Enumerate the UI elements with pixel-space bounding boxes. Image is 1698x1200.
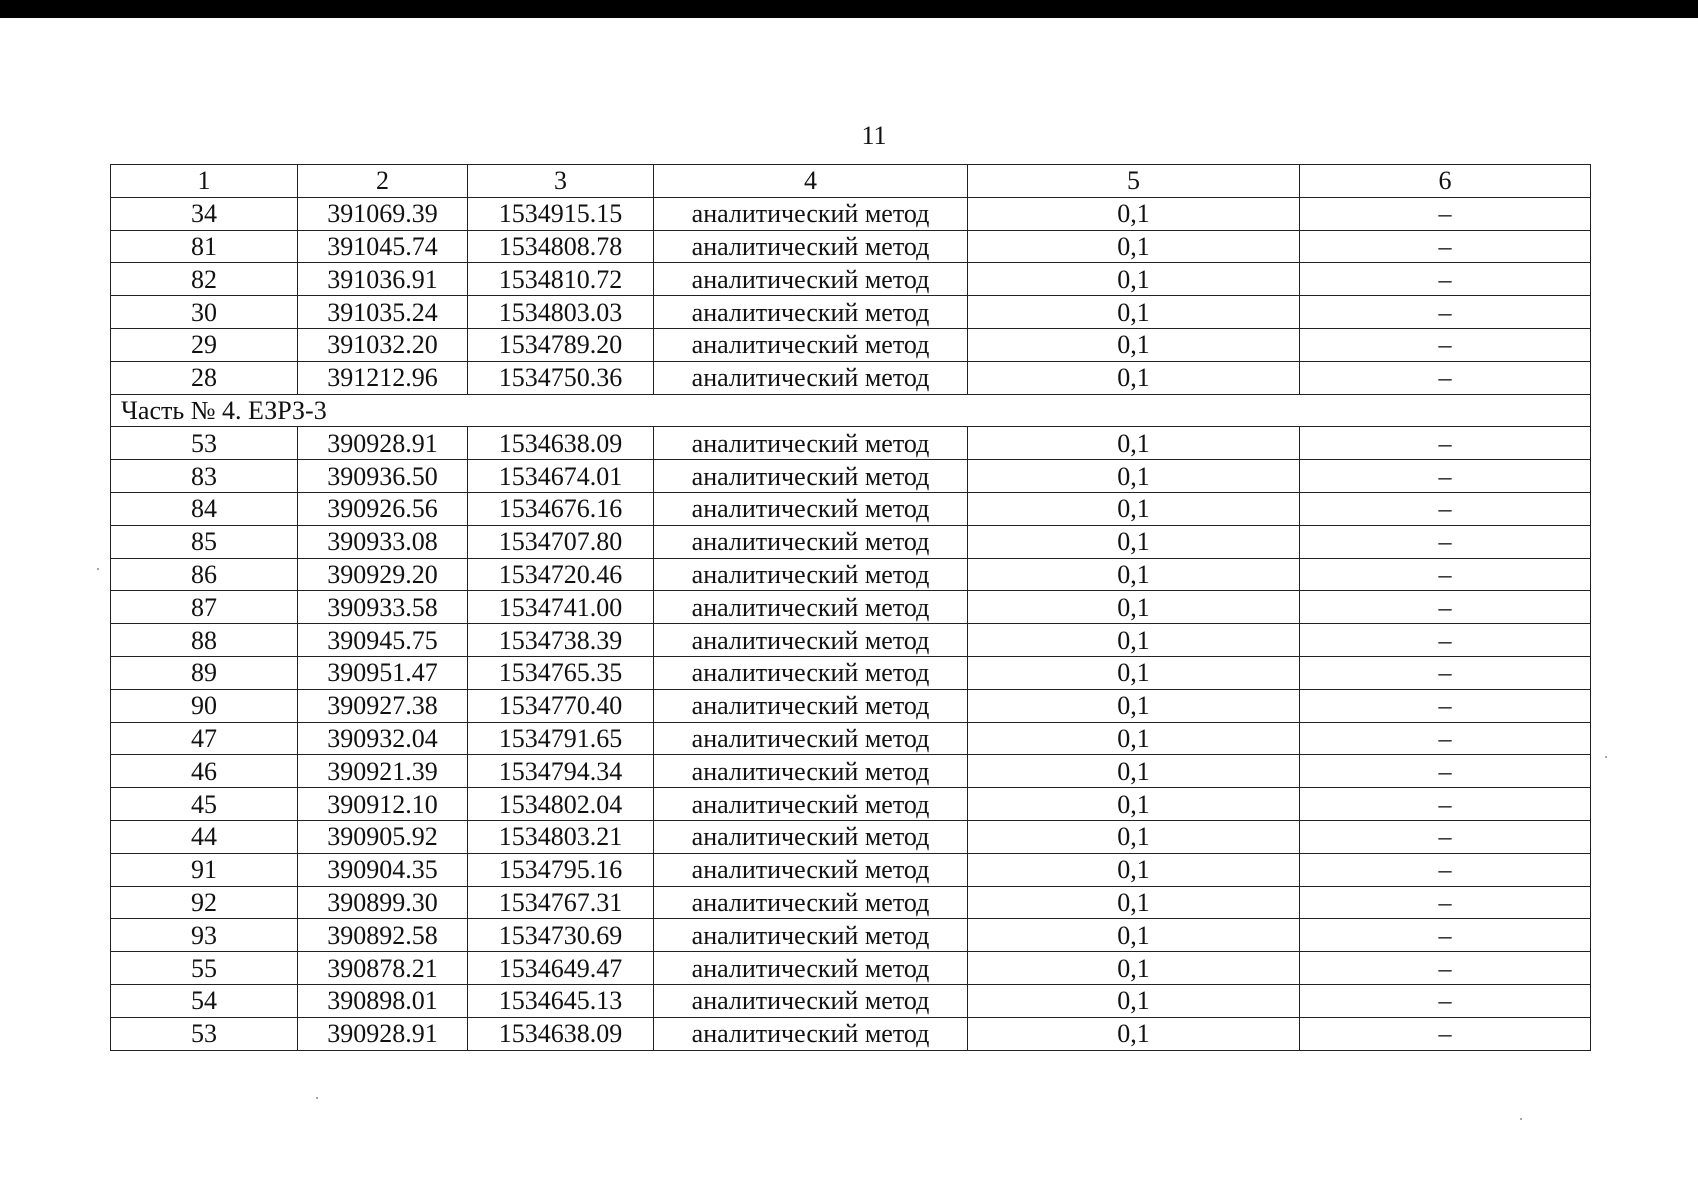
accuracy-cell: 0,1 — [968, 558, 1300, 591]
table-row — [111, 820, 1591, 853]
table-row — [111, 1017, 1591, 1050]
point-number-cell: 53 — [111, 1017, 298, 1050]
point-number-cell: 30 — [111, 296, 298, 329]
note-cell: – — [1300, 755, 1591, 788]
y-coordinate-cell: 1534802.04 — [468, 788, 654, 821]
table-row — [111, 788, 1591, 821]
method-cell: аналитический метод — [654, 427, 968, 460]
note-cell: – — [1300, 197, 1591, 230]
note-cell: – — [1300, 788, 1591, 821]
y-coordinate-cell: 1534738.39 — [468, 624, 654, 657]
y-coordinate-cell: 1534795.16 — [468, 853, 654, 886]
accuracy-cell: 0,1 — [968, 624, 1300, 657]
accuracy-cell: 0,1 — [968, 361, 1300, 394]
y-coordinate-cell: 1534810.72 — [468, 263, 654, 296]
y-coordinate-cell: 1534794.34 — [468, 755, 654, 788]
accuracy-cell: 0,1 — [968, 1017, 1300, 1050]
table-row — [111, 624, 1591, 657]
y-coordinate-cell: 1534730.69 — [468, 919, 654, 952]
table-row — [111, 230, 1591, 263]
method-cell: аналитический метод — [654, 755, 968, 788]
accuracy-cell: 0,1 — [968, 755, 1300, 788]
coordinates-table — [110, 164, 1591, 1051]
point-number-cell: 82 — [111, 263, 298, 296]
method-cell: аналитический метод — [654, 197, 968, 230]
x-coordinate-cell: 390905.92 — [298, 820, 468, 853]
header-cell-6: 6 — [1300, 165, 1591, 198]
x-coordinate-cell: 390936.50 — [298, 460, 468, 493]
header-cell-1: 1 — [111, 165, 298, 198]
method-cell: аналитический метод — [654, 492, 968, 525]
note-cell: – — [1300, 656, 1591, 689]
method-cell: аналитический метод — [654, 230, 968, 263]
x-coordinate-cell: 391069.39 — [298, 197, 468, 230]
table-row — [111, 591, 1591, 624]
method-cell: аналитический метод — [654, 624, 968, 657]
table-row — [111, 361, 1591, 394]
method-cell: аналитический метод — [654, 853, 968, 886]
point-number-cell: 28 — [111, 361, 298, 394]
note-cell: – — [1300, 820, 1591, 853]
accuracy-cell: 0,1 — [968, 328, 1300, 361]
section-label: Часть № 4. ЕЗРЗ-3 — [111, 394, 1591, 427]
y-coordinate-cell: 1534750.36 — [468, 361, 654, 394]
method-cell: аналитический метод — [654, 656, 968, 689]
y-coordinate-cell: 1534741.00 — [468, 591, 654, 624]
method-cell: аналитический метод — [654, 722, 968, 755]
y-coordinate-cell: 1534767.31 — [468, 886, 654, 919]
y-coordinate-cell: 1534645.13 — [468, 984, 654, 1017]
y-coordinate-cell: 1534915.15 — [468, 197, 654, 230]
note-cell: – — [1300, 689, 1591, 722]
table-row — [111, 853, 1591, 886]
x-coordinate-cell: 390921.39 — [298, 755, 468, 788]
accuracy-cell: 0,1 — [968, 296, 1300, 329]
accuracy-cell: 0,1 — [968, 886, 1300, 919]
table-row — [111, 755, 1591, 788]
point-number-cell: 93 — [111, 919, 298, 952]
x-coordinate-cell: 390898.01 — [298, 984, 468, 1017]
accuracy-cell: 0,1 — [968, 853, 1300, 886]
method-cell: аналитический метод — [654, 886, 968, 919]
note-cell: – — [1300, 722, 1591, 755]
table-row — [111, 886, 1591, 919]
note-cell: – — [1300, 263, 1591, 296]
point-number-cell: 86 — [111, 558, 298, 591]
accuracy-cell: 0,1 — [968, 492, 1300, 525]
table-body — [111, 197, 1591, 1050]
y-coordinate-cell: 1534808.78 — [468, 230, 654, 263]
note-cell: – — [1300, 328, 1591, 361]
table-row — [111, 328, 1591, 361]
note-cell: – — [1300, 525, 1591, 558]
note-cell: – — [1300, 427, 1591, 460]
x-coordinate-cell: 391212.96 — [298, 361, 468, 394]
point-number-cell: 34 — [111, 197, 298, 230]
point-number-cell: 53 — [111, 427, 298, 460]
x-coordinate-cell: 391036.91 — [298, 263, 468, 296]
scan-border — [0, 0, 1698, 18]
method-cell: аналитический метод — [654, 525, 968, 558]
x-coordinate-cell: 391032.20 — [298, 328, 468, 361]
accuracy-cell: 0,1 — [968, 263, 1300, 296]
y-coordinate-cell: 1534638.09 — [468, 427, 654, 460]
table-row — [111, 525, 1591, 558]
x-coordinate-cell: 390878.21 — [298, 952, 468, 985]
table-row — [111, 722, 1591, 755]
scan-speck — [316, 1097, 318, 1099]
accuracy-cell: 0,1 — [968, 689, 1300, 722]
accuracy-cell: 0,1 — [968, 427, 1300, 460]
x-coordinate-cell: 390912.10 — [298, 788, 468, 821]
method-cell: аналитический метод — [654, 591, 968, 624]
note-cell: – — [1300, 361, 1591, 394]
y-coordinate-cell: 1534638.09 — [468, 1017, 654, 1050]
method-cell: аналитический метод — [654, 460, 968, 493]
x-coordinate-cell: 390928.91 — [298, 427, 468, 460]
header-cell-5: 5 — [968, 165, 1300, 198]
x-coordinate-cell: 390926.56 — [298, 492, 468, 525]
accuracy-cell: 0,1 — [968, 525, 1300, 558]
x-coordinate-cell: 390945.75 — [298, 624, 468, 657]
scan-speck — [97, 568, 99, 570]
y-coordinate-cell: 1534789.20 — [468, 328, 654, 361]
point-number-cell: 54 — [111, 984, 298, 1017]
note-cell: – — [1300, 853, 1591, 886]
table-row — [111, 558, 1591, 591]
header-cell-3: 3 — [468, 165, 654, 198]
point-number-cell: 47 — [111, 722, 298, 755]
point-number-cell: 46 — [111, 755, 298, 788]
table-row — [111, 197, 1591, 230]
method-cell: аналитический метод — [654, 984, 968, 1017]
method-cell: аналитический метод — [654, 558, 968, 591]
point-number-cell: 55 — [111, 952, 298, 985]
point-number-cell: 90 — [111, 689, 298, 722]
point-number-cell: 81 — [111, 230, 298, 263]
table-row — [111, 492, 1591, 525]
y-coordinate-cell: 1534803.03 — [468, 296, 654, 329]
y-coordinate-cell: 1534649.47 — [468, 952, 654, 985]
table-row — [111, 656, 1591, 689]
table-row — [111, 952, 1591, 985]
note-cell: – — [1300, 591, 1591, 624]
note-cell: – — [1300, 984, 1591, 1017]
x-coordinate-cell: 390928.91 — [298, 1017, 468, 1050]
table-row — [111, 263, 1591, 296]
accuracy-cell: 0,1 — [968, 820, 1300, 853]
x-coordinate-cell: 390904.35 — [298, 853, 468, 886]
x-coordinate-cell: 390929.20 — [298, 558, 468, 591]
point-number-cell: 45 — [111, 788, 298, 821]
note-cell: – — [1300, 919, 1591, 952]
note-cell: – — [1300, 624, 1591, 657]
accuracy-cell: 0,1 — [968, 919, 1300, 952]
table-row — [111, 427, 1591, 460]
x-coordinate-cell: 390899.30 — [298, 886, 468, 919]
method-cell: аналитический метод — [654, 1017, 968, 1050]
y-coordinate-cell: 1534791.65 — [468, 722, 654, 755]
method-cell: аналитический метод — [654, 263, 968, 296]
x-coordinate-cell: 390927.38 — [298, 689, 468, 722]
y-coordinate-cell: 1534720.46 — [468, 558, 654, 591]
note-cell: – — [1300, 296, 1591, 329]
x-coordinate-cell: 390892.58 — [298, 919, 468, 952]
y-coordinate-cell: 1534770.40 — [468, 689, 654, 722]
point-number-cell: 44 — [111, 820, 298, 853]
table-header — [111, 165, 1591, 198]
point-number-cell: 91 — [111, 853, 298, 886]
point-number-cell: 89 — [111, 656, 298, 689]
y-coordinate-cell: 1534707.80 — [468, 525, 654, 558]
table-row — [111, 919, 1591, 952]
x-coordinate-cell: 391035.24 — [298, 296, 468, 329]
x-coordinate-cell: 390932.04 — [298, 722, 468, 755]
note-cell: – — [1300, 492, 1591, 525]
point-number-cell: 84 — [111, 492, 298, 525]
point-number-cell: 29 — [111, 328, 298, 361]
method-cell: аналитический метод — [654, 952, 968, 985]
accuracy-cell: 0,1 — [968, 230, 1300, 263]
accuracy-cell: 0,1 — [968, 460, 1300, 493]
point-number-cell: 85 — [111, 525, 298, 558]
point-number-cell: 92 — [111, 886, 298, 919]
y-coordinate-cell: 1534803.21 — [468, 820, 654, 853]
note-cell: – — [1300, 1017, 1591, 1050]
note-cell: – — [1300, 558, 1591, 591]
point-number-cell: 87 — [111, 591, 298, 624]
table-row — [111, 984, 1591, 1017]
scan-speck — [1605, 756, 1607, 758]
accuracy-cell: 0,1 — [968, 952, 1300, 985]
note-cell: – — [1300, 230, 1591, 263]
note-cell: – — [1300, 952, 1591, 985]
note-cell: – — [1300, 886, 1591, 919]
y-coordinate-cell: 1534674.01 — [468, 460, 654, 493]
accuracy-cell: 0,1 — [968, 656, 1300, 689]
table-row — [111, 689, 1591, 722]
table-row — [111, 296, 1591, 329]
x-coordinate-cell: 390933.08 — [298, 525, 468, 558]
point-number-cell: 88 — [111, 624, 298, 657]
scan-speck — [1520, 1118, 1522, 1120]
method-cell: аналитический метод — [654, 788, 968, 821]
section-row — [111, 394, 1591, 427]
page-number: 11 — [861, 121, 887, 150]
accuracy-cell: 0,1 — [968, 788, 1300, 821]
accuracy-cell: 0,1 — [968, 722, 1300, 755]
note-cell: – — [1300, 460, 1591, 493]
y-coordinate-cell: 1534676.16 — [468, 492, 654, 525]
method-cell: аналитический метод — [654, 919, 968, 952]
table-row — [111, 460, 1591, 493]
header-cell-4: 4 — [654, 165, 968, 198]
method-cell: аналитический метод — [654, 328, 968, 361]
method-cell: аналитический метод — [654, 820, 968, 853]
accuracy-cell: 0,1 — [968, 591, 1300, 624]
method-cell: аналитический метод — [654, 361, 968, 394]
accuracy-cell: 0,1 — [968, 197, 1300, 230]
accuracy-cell: 0,1 — [968, 984, 1300, 1017]
point-number-cell: 83 — [111, 460, 298, 493]
y-coordinate-cell: 1534765.35 — [468, 656, 654, 689]
header-row — [111, 165, 1591, 198]
header-cell-2: 2 — [298, 165, 468, 198]
method-cell: аналитический метод — [654, 296, 968, 329]
x-coordinate-cell: 391045.74 — [298, 230, 468, 263]
x-coordinate-cell: 390933.58 — [298, 591, 468, 624]
method-cell: аналитический метод — [654, 689, 968, 722]
x-coordinate-cell: 390951.47 — [298, 656, 468, 689]
